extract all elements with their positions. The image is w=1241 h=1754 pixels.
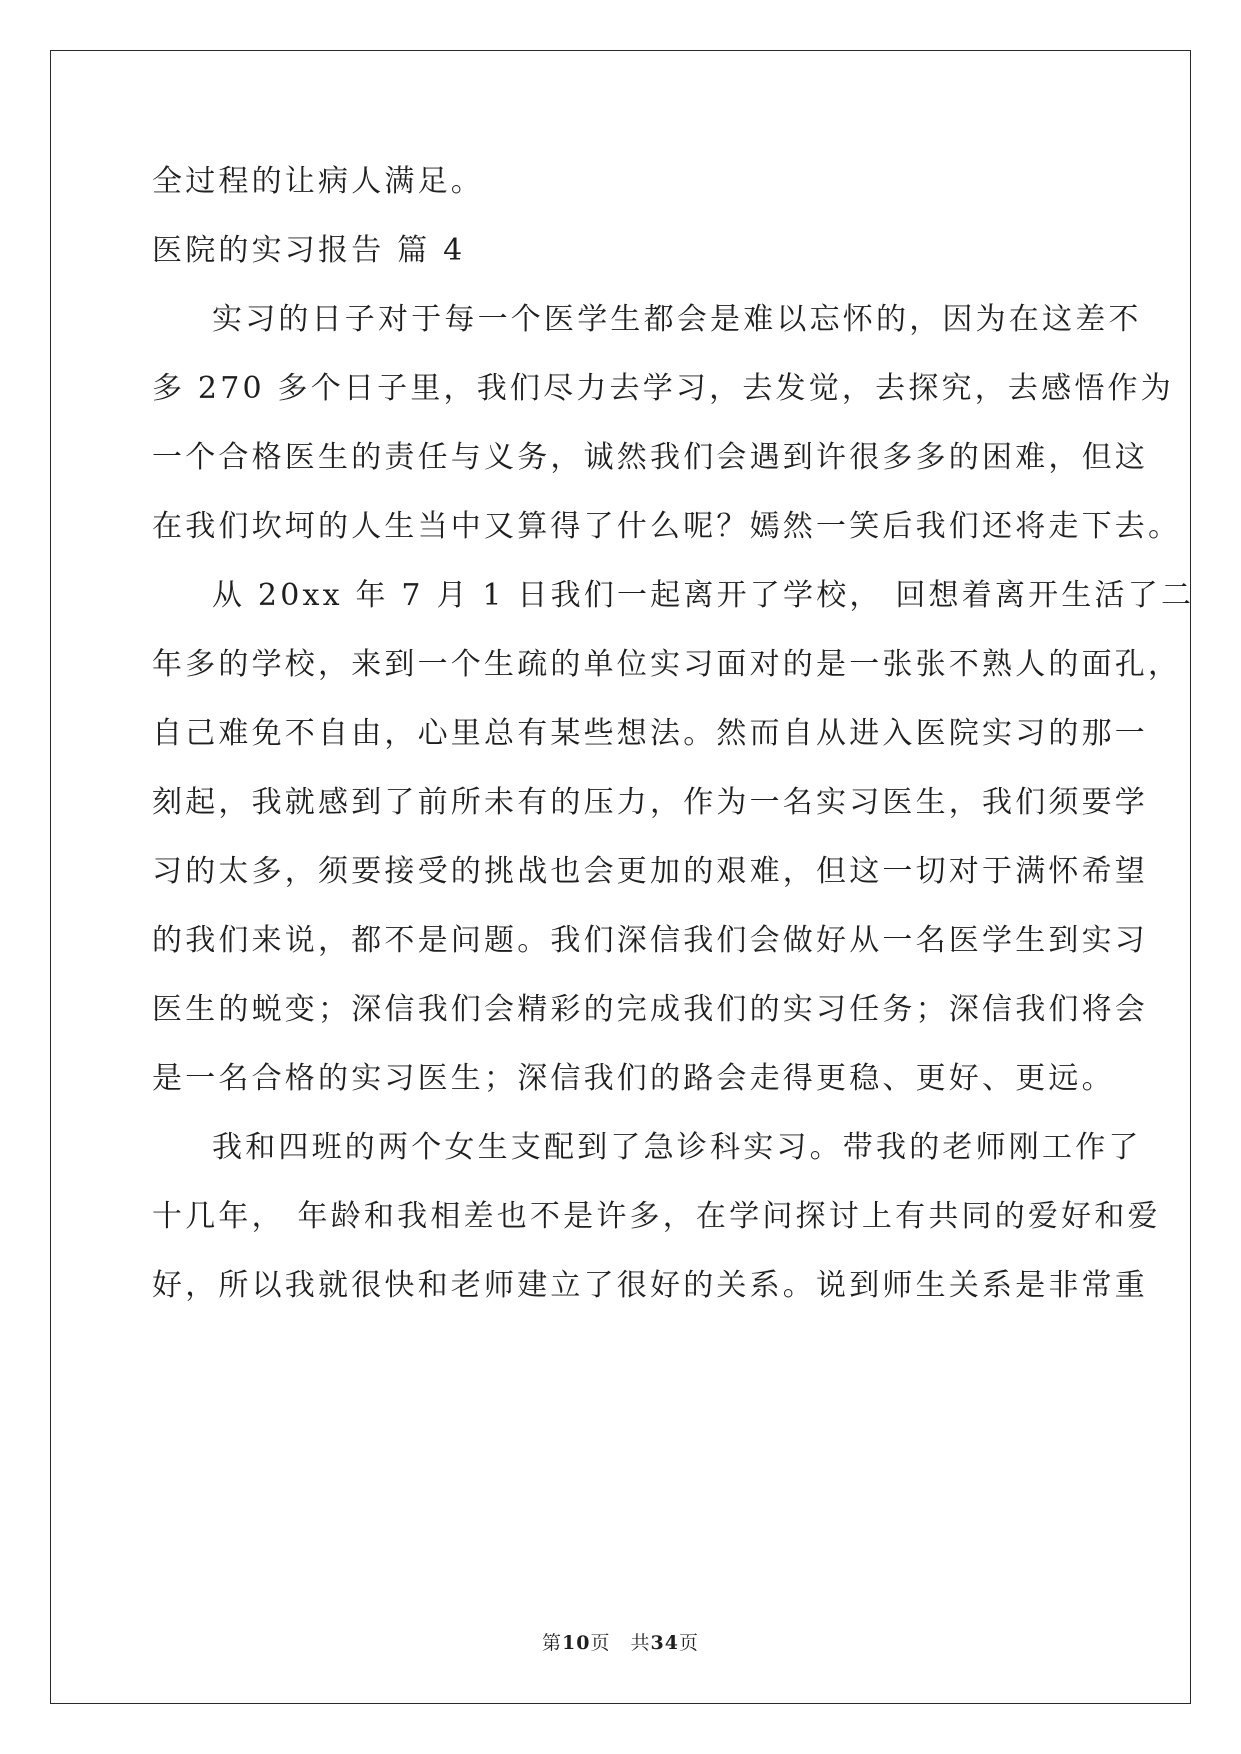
page-current: 10 <box>562 1632 591 1654</box>
section-heading: 医院的实习报告 篇 4 <box>152 233 466 268</box>
page-suffix: 页 <box>678 1632 699 1654</box>
page-prefix: 第 <box>542 1632 563 1654</box>
paragraph-line: 习的太多，须要接受的挑战也会更加的艰难，但这一切对于满怀希望 <box>152 854 1148 889</box>
paragraph-line: 自己难免不自由，心里总有某些想法。然而自从进入医院实习的那一 <box>152 716 1148 751</box>
paragraph-line: 十几年， 年龄和我相差也不是许多，在学问探讨上有共同的爱好和爱 <box>152 1199 1161 1234</box>
paragraph-line: 多 270 多个日子里，我们尽力去学习，去发觉，去探究，去感悟作为 <box>152 371 1174 406</box>
page-mid: 页 共 <box>590 1632 651 1654</box>
paragraph-line: 的我们来说，都不是问题。我们深信我们会做好从一名医学生到实习 <box>152 923 1148 958</box>
paragraph-line: 年多的学校，来到一个生疏的单位实习面对的是一张张不熟人的面孔， <box>152 647 1182 682</box>
paragraph-line: 是一名合格的实习医生；深信我们的路会走得更稳、更好、更远。 <box>152 1061 1115 1096</box>
paragraph-line: 医生的蜕变；深信我们会精彩的完成我们的实习任务；深信我们将会 <box>152 992 1148 1027</box>
paragraph-line: 好，所以我就很快和老师建立了很好的关系。说到师生关系是非常重 <box>152 1268 1148 1303</box>
page-total: 34 <box>650 1632 679 1654</box>
paragraph-line: 在我们坎坷的人生当中又算得了什么呢？嫣然一笑后我们还将走下去。 <box>152 509 1182 544</box>
paragraph-line: 全过程的让病人满足。 <box>152 164 484 199</box>
paragraph-line: 实习的日子对于每一个医学生都会是难以忘怀的，因为在这差不 <box>212 302 1142 337</box>
page-footer <box>0 1628 1241 1655</box>
paragraph-line: 我和四班的两个女生支配到了急诊科实习。带我的老师刚工作了 <box>212 1130 1142 1165</box>
paragraph-line: 刻起，我就感到了前所未有的压力，作为一名实习医生，我们须要学 <box>152 785 1148 820</box>
paragraph-line: 从 20xx 年 7 月 1 日我们一起离开了学校， 回想着离开生活了二 <box>212 578 1195 613</box>
paragraph-line: 一个合格医生的责任与义务，诚然我们会遇到许很多多的困难，但这 <box>152 440 1148 475</box>
